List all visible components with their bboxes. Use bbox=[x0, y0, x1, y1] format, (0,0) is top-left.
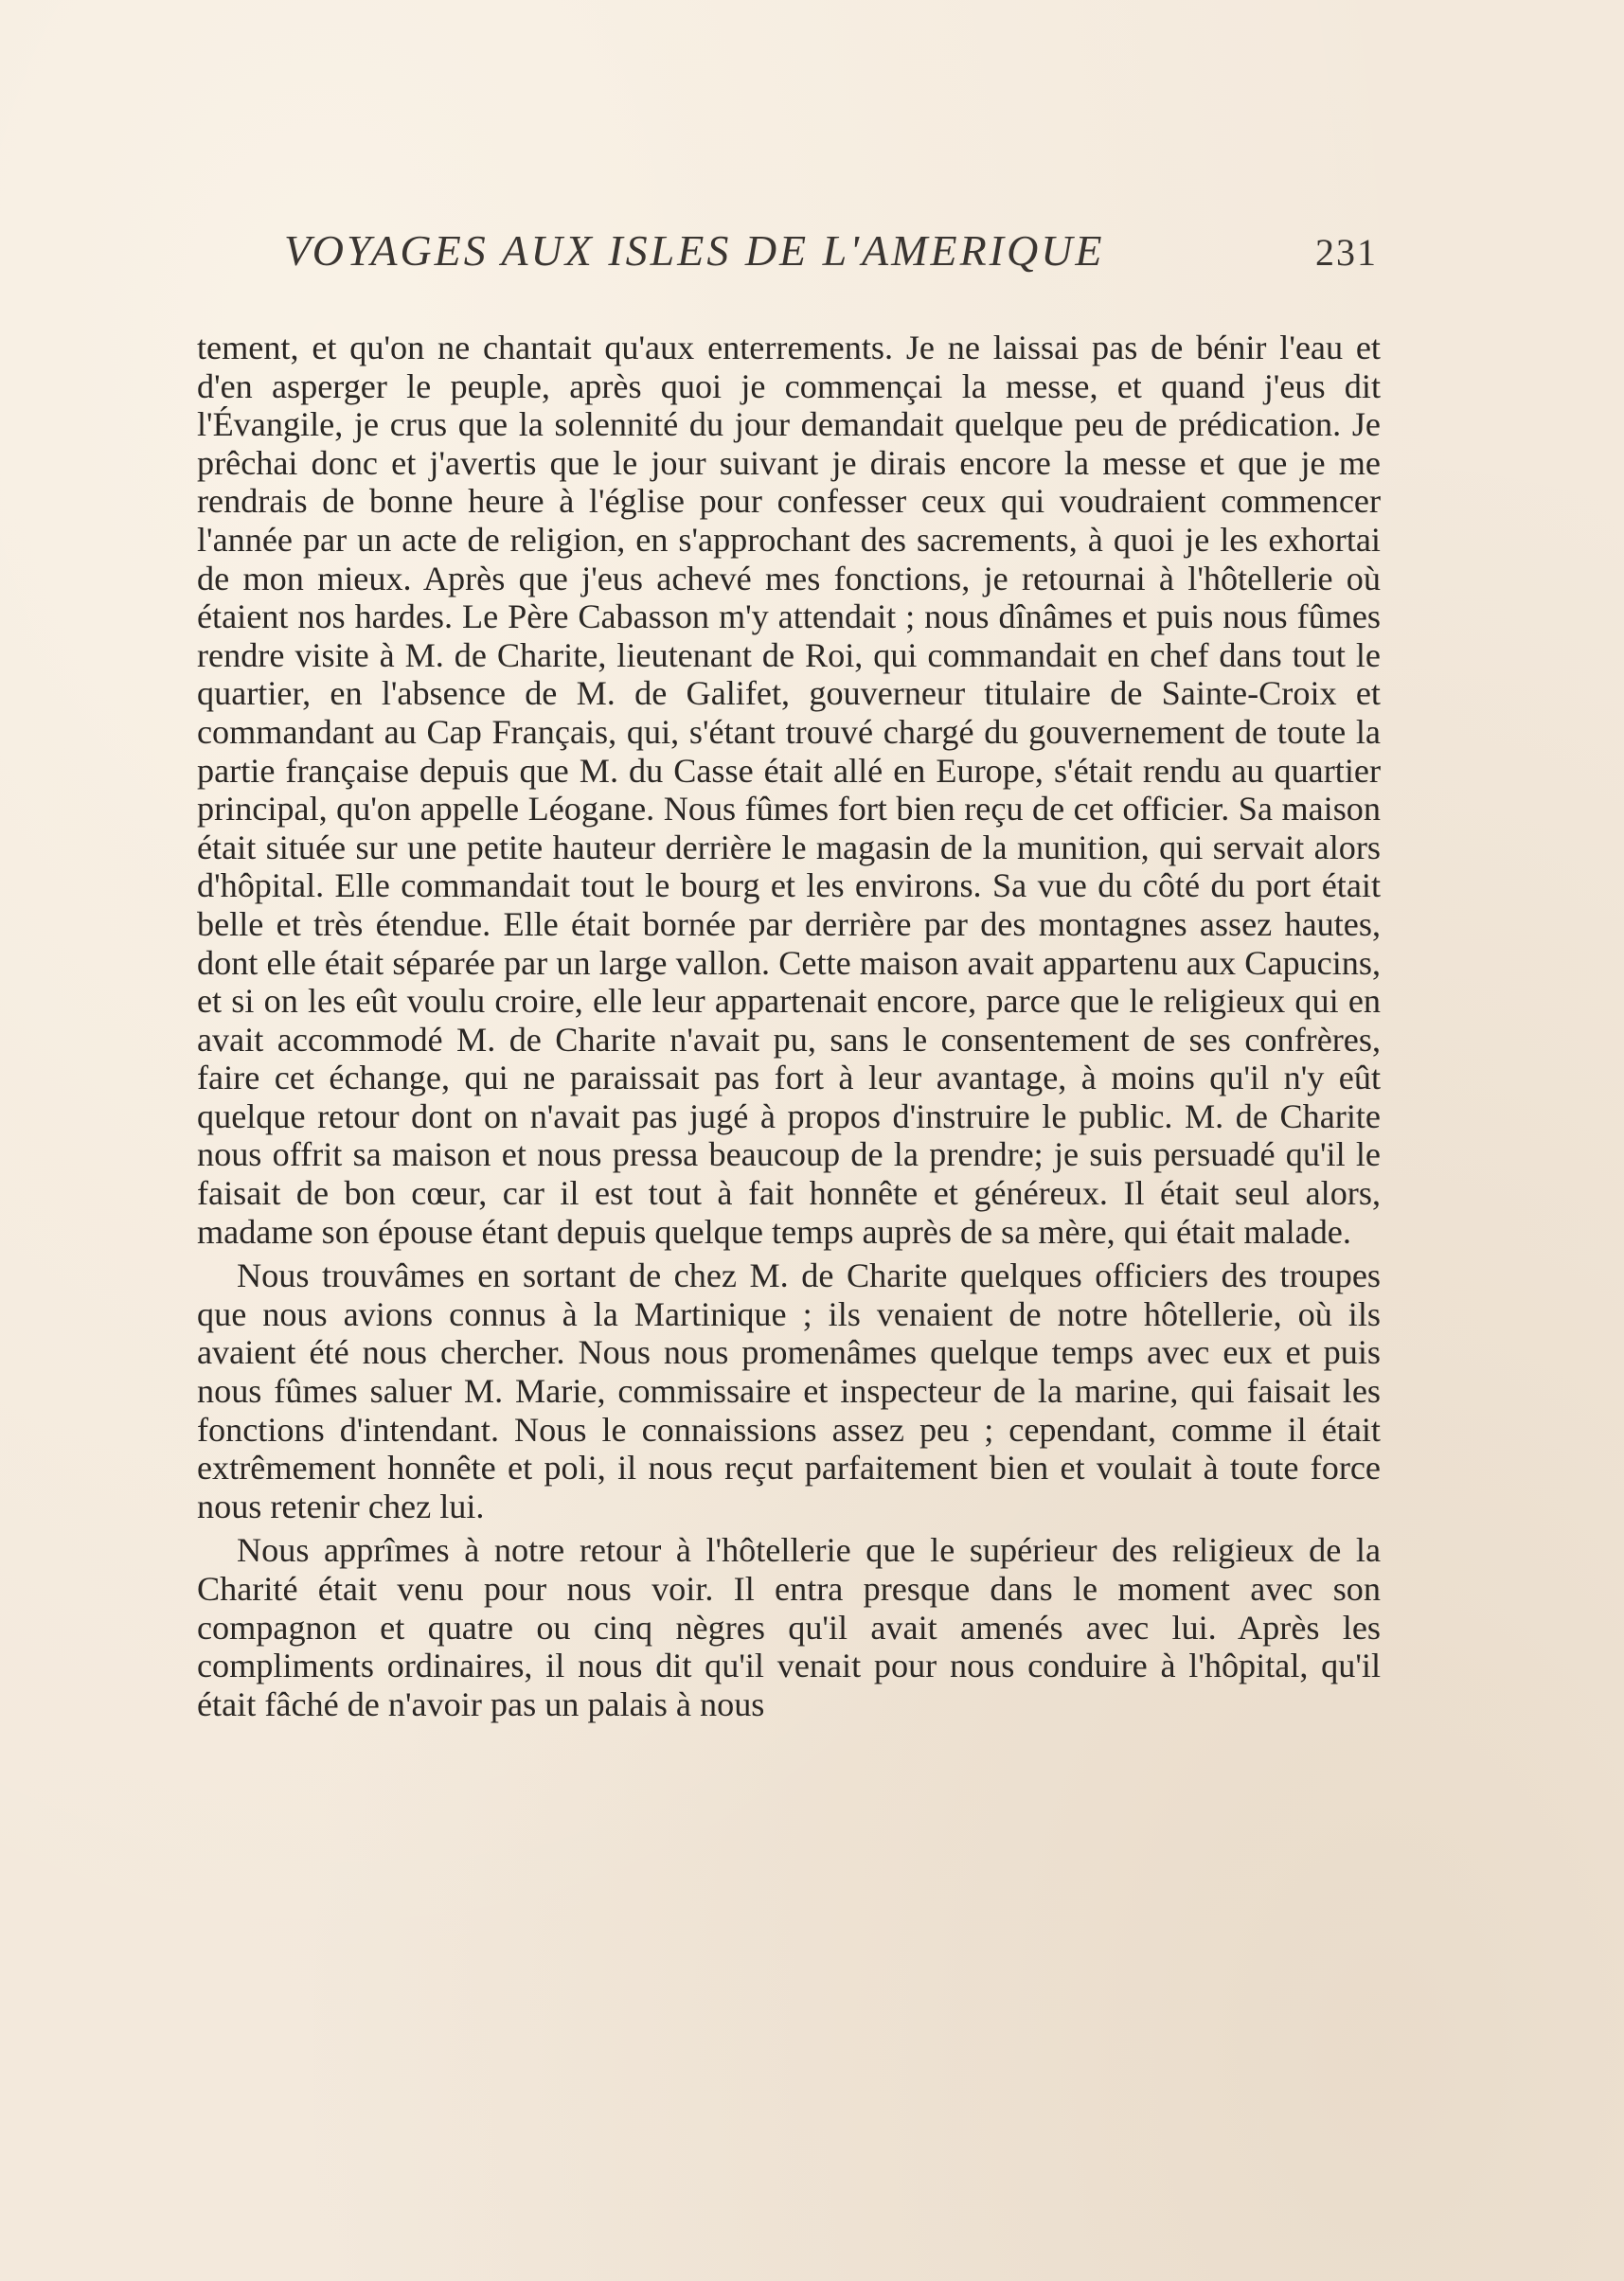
paragraph: Nous trouvâmes en sortant de chez M. de Charite quelques officiers des troupes que nous avions connus à la Martinique ; ils venaient de notre hôtellerie, où ils avaient été nous chercher. Nous nous promenâmes quelque temps avec eux et puis nous fûmes saluer M. Marie, commissaire et inspecteur de la marine, qui faisait les fonctions d'intendant. Nous le connaissions assez peu ; cependant, comme il était extrêmement honnête et poli, il nous reçut parfaitement bien et voulait à toute force nous retenir chez lui. bbox=[197, 1256, 1381, 1525]
running-head bbox=[284, 225, 1378, 276]
paragraph: Nous apprîmes à notre retour à l'hôtellerie que le supérieur des religieux de la Charité était venu pour nous voir. Il entra presque dans le moment avec son compagnon et quatre ou cinq nègres qu'il avait amenés avec lui. Après les compliments ordinaires, il nous dit qu'il venait pour nous conduire à l'hôpital, qu'il était fâché de n'avoir pas un palais à nous bbox=[197, 1531, 1381, 1723]
running-title: VOYAGES AUX ISLES DE L'AMERIQUE bbox=[284, 226, 1105, 275]
page-number: 231 bbox=[1315, 231, 1378, 274]
body-text bbox=[197, 329, 1381, 1723]
paragraph: tement, et qu'on ne chantait qu'aux enterrements. Je ne laissai pas de bénir l'eau et d'en asperger le peuple, après quoi je commençai la messe, et quand j'eus dit l'Évangile, je crus que la solennité du jour demandait quelque peu de prédication. Je prêchai donc et j'avertis que le jour suivant je dirais encore la messe et que je me rendrais de bonne heure à l'église pour confesser ceux qui voudraient commencer l'année par un acte de religion, en s'approchant des sacrements, à quoi je les exhortai de mon mieux. Après que j'eus achevé mes fonctions, je retournai à l'hôtellerie où étaient nos hardes. Le Père Cabasson m'y attendait ; nous dînâmes et puis nous fûmes rendre visite à M. de Charite, lieutenant de Roi, qui commandait en chef dans tout le quartier, en l'absence de M. de Galifet, gouverneur titulaire de Sainte-Croix et commandant au Cap Français, qui, s'étant trouvé chargé du gouvernement de toute la partie française depuis que M. du Casse était allé en Europe, s'était rendu au quartier principal, qu'on appelle Léogane. Nous fûmes fort bien reçu de cet officier. Sa maison était située sur une petite hauteur derrière le magasin de la munition, qui servait alors d'hôpital. Elle commandait tout le bourg et les environs. Sa vue du côté du port était belle et très étendue. Elle était bornée par derrière par des montagnes assez hautes, dont elle était séparée par un large vallon. Cette maison avait appartenu aux Capucins, et si on les eût voulu croire, elle leur appartenait encore, parce que le religieux qui en avait accommodé M. de Charite n'avait pu, sans le consentement de ses confrères, faire cet échange, qui ne paraissait pas fort à leur avantage, à moins qu'il n'y eût quelque retour dont on n'avait pas jugé à propos d'instruire le public. M. de Charite nous offrit sa maison et nous pressa beaucoup de la prendre; je suis persuadé qu'il le faisait de bon cœur, car il est tout à fait honnête et généreux. Il était seul alors, madame son épouse étant depuis quelque temps auprès de sa mère, qui était malade. bbox=[197, 329, 1381, 1251]
